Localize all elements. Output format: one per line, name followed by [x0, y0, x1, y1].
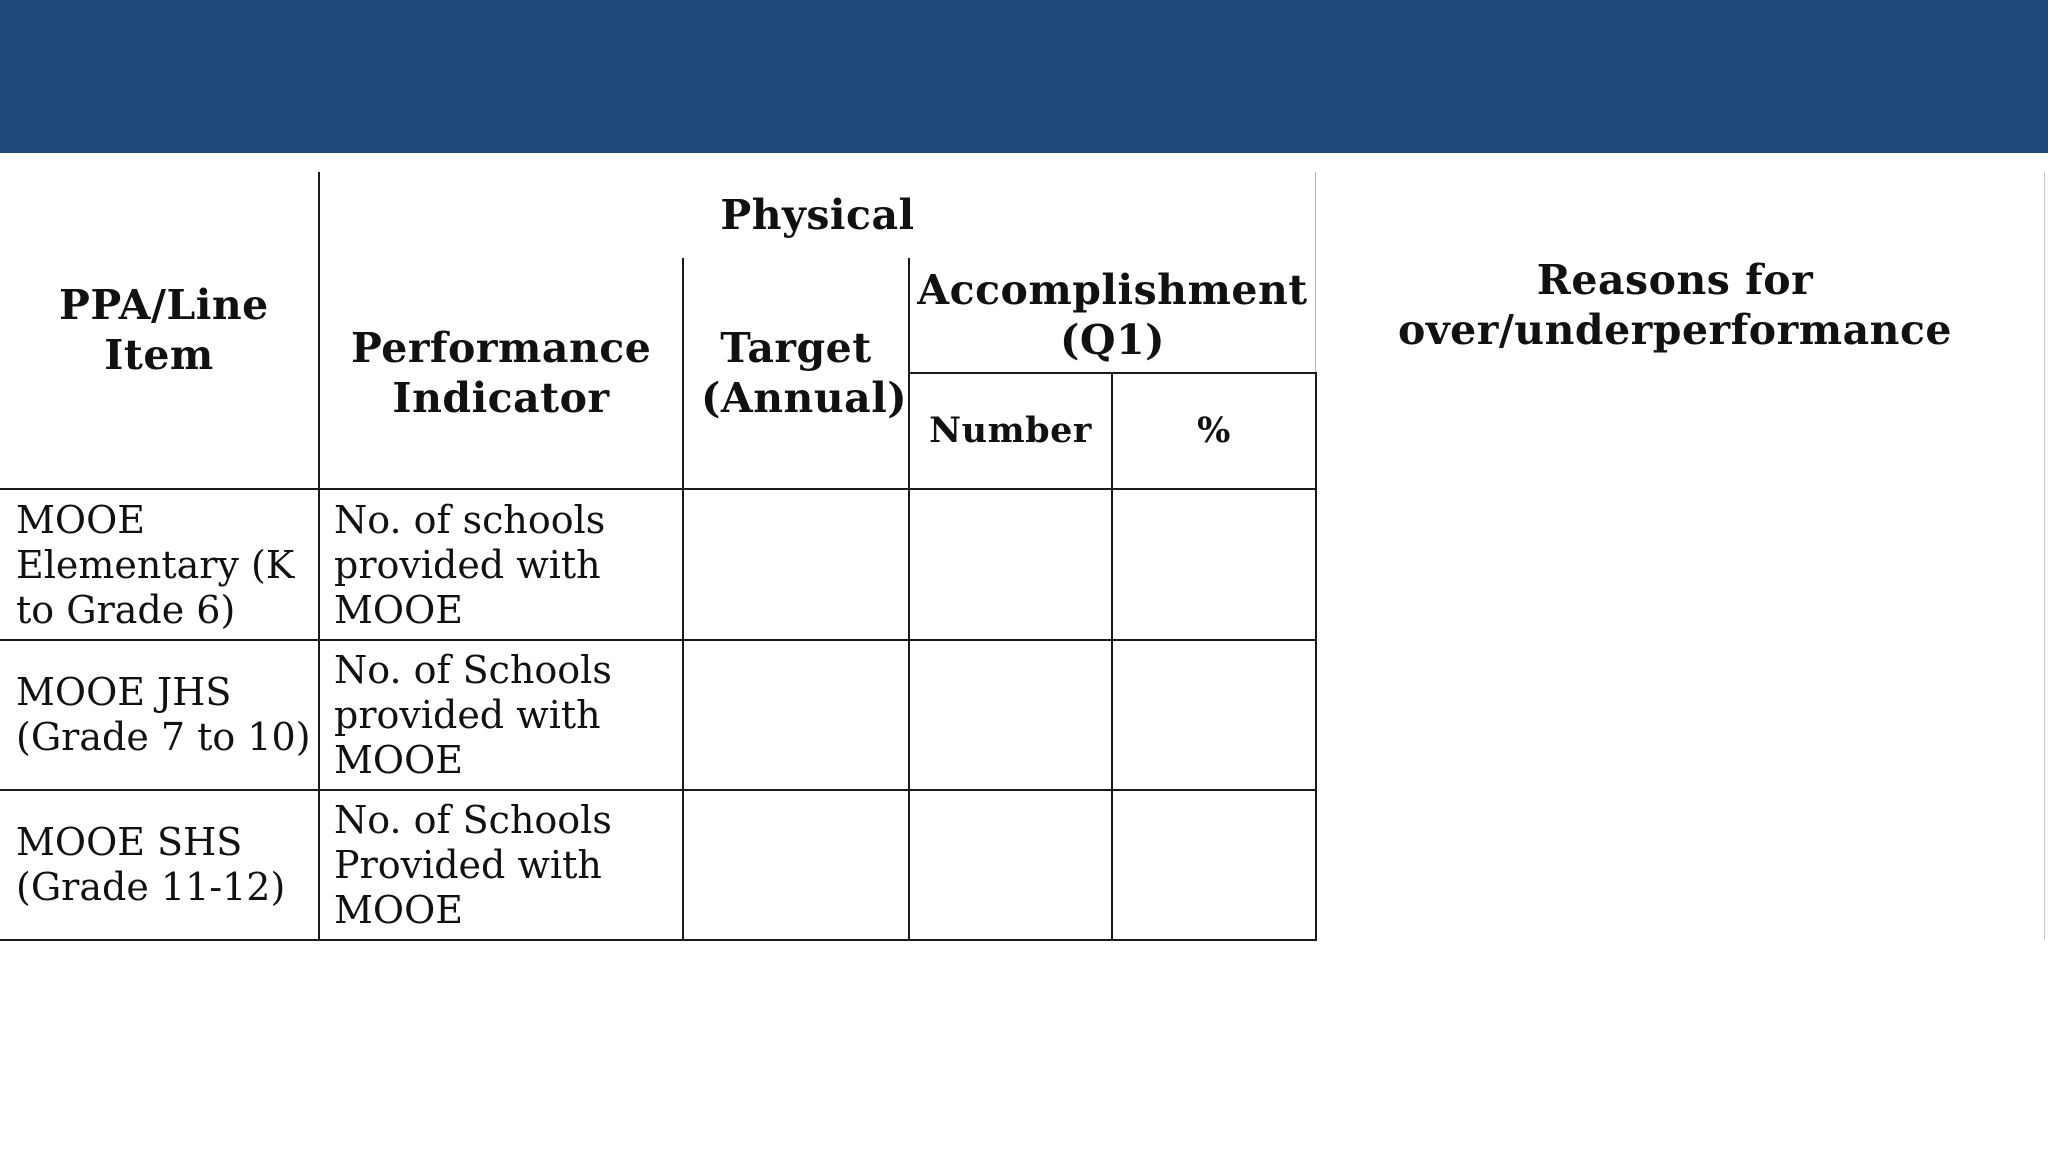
row-1-ppa-line: MOOE — [16, 498, 145, 542]
row-2-indicator-line: MOOE — [334, 738, 463, 782]
grid-line-row-1-bottom — [0, 639, 1317, 641]
row-1-indicator-line: No. of schools — [334, 498, 606, 542]
row-1-ppa-line: to Grade 6) — [16, 588, 236, 632]
header-performance-indicator-label: Performance Indicator — [351, 324, 652, 422]
grid-line-col-5-upper — [1315, 172, 1316, 373]
row-2-indicator-line: No. of Schools — [334, 648, 612, 692]
header-number-label: Number — [929, 410, 1092, 451]
row-3-ppa-cell — [16, 820, 316, 910]
row-2-ppa-line: MOOE JHS — [16, 670, 232, 714]
header-percent-label: % — [1197, 410, 1231, 451]
row-2-ppa-line: (Grade 7 to 10) — [16, 715, 311, 759]
header-target-annual-label: Target (Annual) — [701, 324, 908, 422]
slide-edge-divider — [2044, 172, 2045, 940]
row-3-indicator-line: No. of Schools — [334, 798, 612, 842]
header-number — [910, 374, 1111, 488]
header-band — [0, 0, 2048, 153]
row-3-indicator-line: MOOE — [334, 888, 463, 932]
row-3-indicator-cell — [334, 798, 679, 933]
header-physical — [320, 180, 1315, 250]
grid-line-col-5 — [1315, 373, 1317, 941]
row-2-ppa-cell — [16, 670, 316, 760]
header-ppa-line-item — [0, 172, 318, 488]
grid-line-row-2-bottom — [0, 789, 1317, 791]
header-reasons — [1360, 240, 1990, 370]
grid-line-row-3-bottom — [0, 939, 1317, 941]
header-percent — [1113, 374, 1315, 488]
row-1-indicator-cell — [334, 498, 679, 633]
row-2-indicator-line: provided with — [334, 693, 601, 737]
row-1-indicator-line: provided with — [334, 543, 601, 587]
header-accomplishment-q1 — [910, 258, 1315, 372]
row-3-indicator-line: Provided with — [334, 843, 602, 887]
grid-line-header-bottom — [0, 488, 1317, 490]
row-3-ppa-line: (Grade 11-12) — [16, 865, 286, 909]
header-performance-indicator — [320, 258, 682, 488]
row-1-indicator-line: MOOE — [334, 588, 463, 632]
header-target-annual — [684, 258, 908, 488]
header-physical-label: Physical — [720, 191, 915, 239]
row-2-indicator-cell — [334, 648, 679, 783]
header-ppa-line-item-label: PPA/Line Item — [59, 281, 269, 379]
row-1-ppa-cell — [16, 498, 316, 633]
header-accomplishment-q1-label: Accomplishment (Q1) — [917, 266, 1308, 364]
row-3-ppa-line: MOOE SHS — [16, 820, 243, 864]
row-1-ppa-line: Elementary (K — [16, 543, 295, 587]
header-reasons-label: Reasons for over/underperformance — [1397, 256, 1953, 354]
